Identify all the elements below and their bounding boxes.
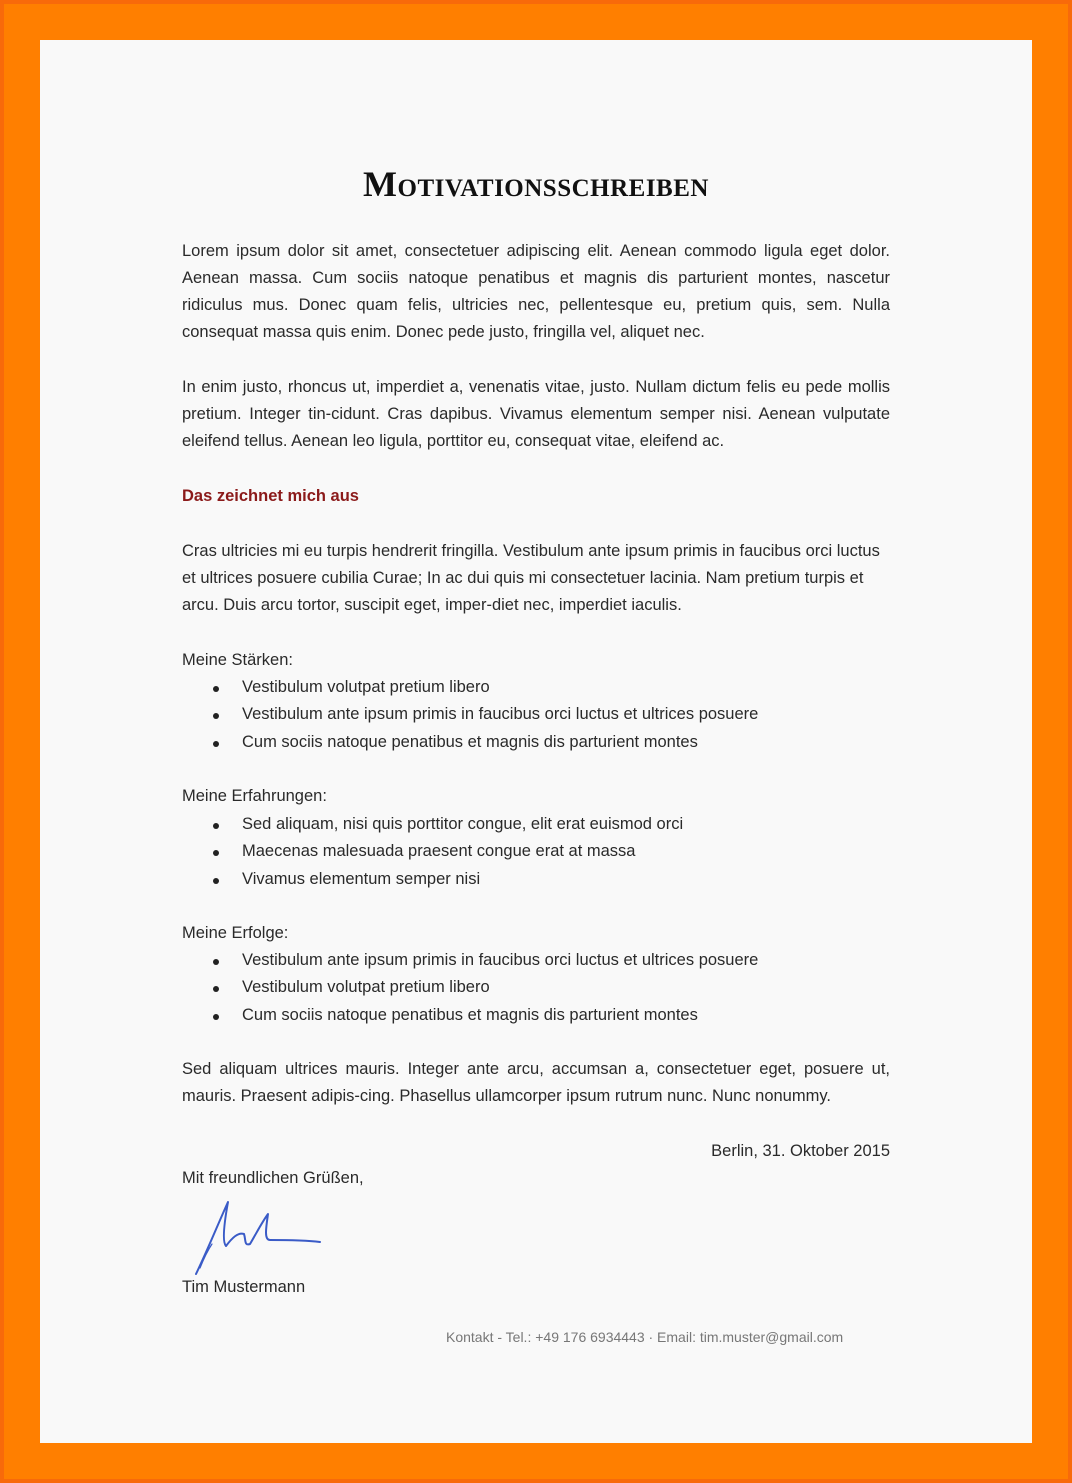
list-item: Vestibulum volutpat pretium libero bbox=[182, 974, 890, 1001]
document-title: Motivationsschreiben bbox=[363, 164, 709, 205]
list-item: Cum sociis natoque penatibus et magnis dis parturient montes bbox=[182, 729, 890, 756]
letter-date: Berlin, 31. Oktober 2015 bbox=[711, 1142, 890, 1160]
contact-footer: Kontakt - Tel.: +49 176 6934443 · Email: tim.muster@gmail.com bbox=[446, 1329, 844, 1345]
list-title-staerken: Meine Stärken: bbox=[182, 651, 293, 669]
list-item: Sed aliquam, nisi quis porttitor congue, elit erat euismod orci bbox=[182, 811, 890, 838]
list-item: Vestibulum volutpat pretium libero bbox=[182, 674, 890, 701]
list-staerken bbox=[182, 674, 890, 756]
list-item: Cum sociis natoque penatibus et magnis dis parturient montes bbox=[182, 1002, 890, 1029]
section-heading: Das zeichnet mich aus bbox=[182, 487, 359, 505]
paragraph-second: In enim justo, rhoncus ut, imperdiet a, venenatis vitae, justo. Nullam dictum felis eu pede mollis pretium. Integer tin-cidunt. Cras dapibus. Vivamus elementum semper nisi. Aenean vulputate eleifend tellus. Aenean leo ligula, porttitor eu, consequat vitae, eleifend ac. bbox=[182, 378, 890, 450]
closing-salutation: Mit freundlichen Grüßen, bbox=[182, 1169, 364, 1187]
paragraph-intro: Lorem ipsum dolor sit amet, consectetuer adipiscing elit. Aenean commodo ligula eget dolor. Aenean massa. Cum sociis natoque penatibus et magnis dis parturient montes, nascetur ridiculus mus. Donec quam felis, ultricies nec, pellentesque eu, pretium quis, sem. Nulla consequat massa quis enim. Donec pede justo, fringilla vel, aliquet nec. bbox=[182, 242, 890, 341]
list-item: Maecenas malesuada praesent congue erat at massa bbox=[182, 838, 890, 865]
list-title-erfahrungen: Meine Erfahrungen: bbox=[182, 787, 327, 805]
list-item: Vivamus elementum semper nisi bbox=[182, 866, 890, 893]
paragraph-third: Cras ultricies mi eu turpis hendrerit fringilla. Vestibulum ante ipsum primis in faucibus orci luctus et ultrices posuere cubilia Curae; In ac dui quis mi consectetuer lacinia. Nam pretium turpis et arcu. Duis arcu tortor, suscipit eget, imper-diet nec, imperdiet iaculis. bbox=[182, 542, 880, 614]
paragraph-closing-text: Sed aliquam ultrices mauris. Integer ante arcu, accumsan a, consectetuer eget, posuere ut, mauris. Praesent adipis-cing. Phasellus ullamcorper ipsum rutrum nunc. Nunc nonummy. bbox=[182, 1060, 890, 1105]
signer-name: Tim Mustermann bbox=[182, 1278, 306, 1296]
signature-image bbox=[186, 1194, 326, 1278]
letter-page bbox=[40, 40, 1032, 1443]
list-erfolge bbox=[182, 947, 890, 1029]
list-item: Vestibulum ante ipsum primis in faucibus orci luctus et ultrices posuere bbox=[182, 947, 890, 974]
list-title-erfolge: Meine Erfolge: bbox=[182, 924, 289, 942]
list-erfahrungen bbox=[182, 811, 890, 893]
list-item: Vestibulum ante ipsum primis in faucibus orci luctus et ultrices posuere bbox=[182, 701, 890, 728]
